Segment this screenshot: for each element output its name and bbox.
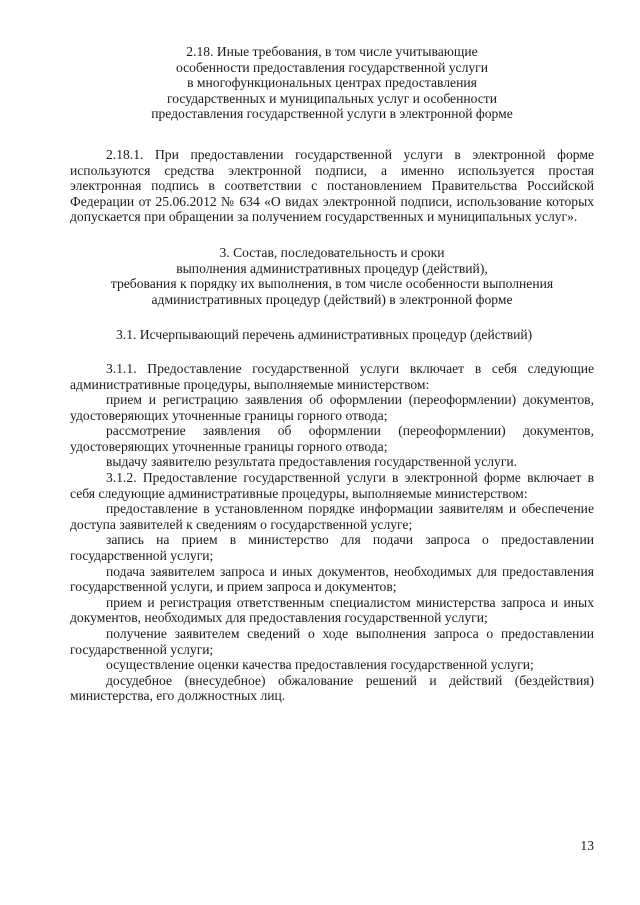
list-item: подача заявителем запроса и иных документов, необходимых для предоставления государственной услуги, и прием запроса и документов; — [70, 563, 594, 595]
section-2-18-heading — [70, 44, 594, 122]
heading-line: 3. Состав, последовательность и сроки — [219, 244, 445, 260]
heading-line: требования к порядку их выполнения, в том числе особенности выполнения — [110, 276, 554, 292]
list-item: прием и регистрация ответственным специалистом министерства запроса и иных документов, необходимых для предоставления государственной услуги; — [70, 594, 594, 626]
paragraph-3-1-2: 3.1.2. Предоставление государственной услуги в электронной форме включает в себя следующие административные процедуры, выполняемые министерством: — [70, 470, 594, 501]
list-item: осуществление оценки качества предоставления государственной услуги; — [106, 657, 534, 673]
list-item: рассмотрение заявления об оформлении (переоформлении) документов, удостоверяющих уточненные границы горного отвода; — [70, 423, 594, 454]
paragraph-2-18-1: 2.18.1. При предоставлении государственной услуги в электронной форме используются средства электронной подписи, а именно используется простая электронная подпись в соответствии с постановлением Правительства Российской Федерации от 25.06.2012 № 634 «О видах электронной подписи, использование которых допускается при обращении за получением государственных и муниципальных услуг». — [70, 146, 594, 225]
page-number: 13 — [580, 838, 594, 853]
heading-line: в многофункциональных центрах предоставления — [187, 75, 477, 91]
list-item: получение заявителем сведений о ходе выполнения запроса о предоставлении государственной услуги; — [70, 626, 594, 657]
list-item: прием и регистрацию заявления об оформлении (переоформлении) документов, удостоверяющих уточненные границы горного отвода; — [70, 392, 594, 423]
list-item: досудебное (внесудебное) обжалование решений и действий (бездействия) министерства, его должностных лиц. — [70, 672, 594, 704]
list-item: запись на прием в министерство для подачи запроса о предоставлении государственной услуги; — [70, 532, 594, 564]
document-page — [70, 44, 594, 704]
paragraph-3-1-1: 3.1.1. Предоставление государственной услуги включает в себя следующие административные процедуры, выполняемые министерством: — [70, 360, 594, 392]
list-item: выдачу заявителю результата предоставления государственной услуги. — [106, 454, 518, 470]
heading-line: государственных и муниципальных услуг и особенности — [166, 90, 498, 106]
heading-line: предоставления государственной услуги в электронной форме — [151, 106, 513, 122]
heading-line: выполнения административных процедур (действий), — [176, 260, 488, 276]
subheading-3-1: 3.1. Исчерпывающий перечень административных процедур (действий) — [116, 327, 533, 343]
heading-line: особенности предоставления государственной услуги — [175, 59, 489, 75]
list-item: предоставление в установленном порядке информации заявителям и обеспечение доступа заявителей к сведениям о государственной услуге; — [70, 501, 594, 532]
section-3-heading — [70, 245, 594, 307]
heading-line: административных процедур (действий) в электронной форме — [151, 291, 513, 307]
heading-line: 2.18. Иные требования, в том числе учитывающие — [186, 44, 478, 59]
